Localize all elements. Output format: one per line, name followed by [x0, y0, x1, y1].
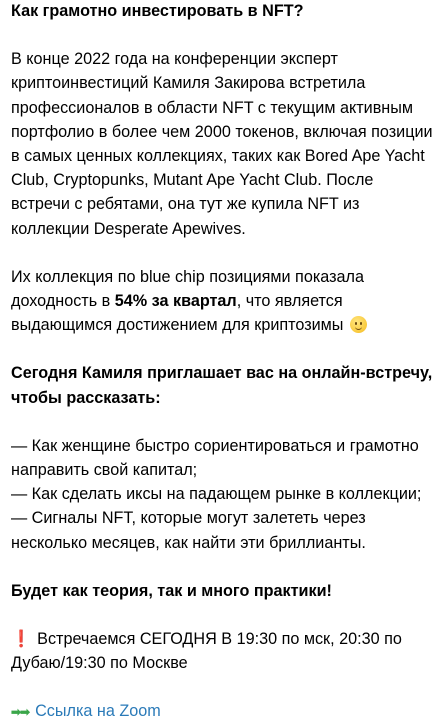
meeting-text: Встречаемся СЕГОДНЯ В 19:30 по мск, 20:30 по Дубаю/19:30 по Москве: [11, 630, 402, 673]
subheading: Сегодня Камиля приглашает вас на онлайн-встречу, чтобы рассказать:: [11, 364, 433, 407]
zoom-link[interactable]: Ссылка на Zoom: [35, 702, 161, 721]
bullet-item: — Сигналы NFT, которые могут залететь через несколько месяцев, как найти эти бриллианты.: [11, 509, 366, 552]
post-title: Как грамотно инвестировать в NFT?: [11, 2, 304, 20]
slightly-smiling-face-icon: [350, 316, 367, 333]
intro-paragraph: В конце 2022 года на конференции эксперт криптоинвестиций Камиля Закирова встретила профессионалов в области NFT с текущим активным портфолио в более чем 2000 токенов, включая позиции в самых ценных коллекциях, таких как Bored Ape Yacht Club, Cryptopunks, Mutant Ape Yacht Club. После встречи с ребятами, она тут же купила NFT из коллекции Desperate Apewives.: [11, 50, 433, 238]
meeting-line: [11, 627, 433, 675]
result-highlight: 54% за квартал: [114, 292, 237, 311]
bullet-item: — Как женщине быстро сориентироваться и грамотно направить свой капитал;: [11, 436, 419, 480]
result-prefix: Их коллекция по blue chip позициями показала доходность в: [11, 267, 364, 311]
closing-line: Будет как теория, так и много практики!: [11, 581, 332, 600]
result-suffix: , что является выдающимся достижением для криптозимы: [11, 292, 344, 335]
zoom-link-line: [11, 699, 433, 724]
bullet-item: — Как сделать иксы на падающем рынке в коллекции;: [11, 485, 422, 504]
exclamation-icon: ❗: [11, 630, 32, 649]
double-arrow-right-icon: ➡➡: [11, 705, 30, 720]
result-paragraph: [11, 265, 433, 338]
